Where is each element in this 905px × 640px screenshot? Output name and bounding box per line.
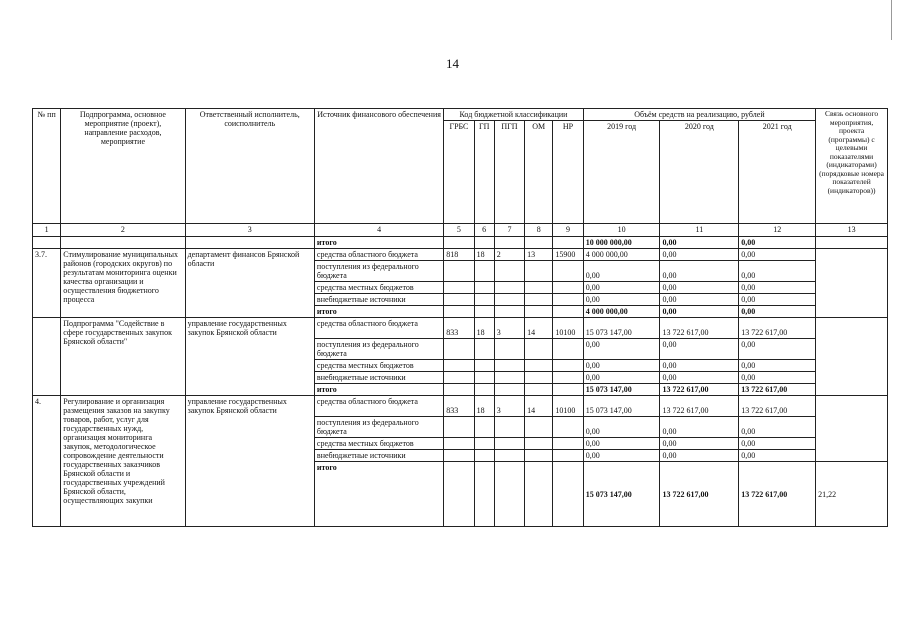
cell-2021: 0,00 bbox=[739, 372, 816, 384]
cell-gp: 18 bbox=[474, 318, 494, 339]
table-row bbox=[33, 396, 888, 417]
header-np: НР bbox=[553, 121, 583, 224]
subprogram-name: Подпрограмма "Содействие в сфере государственных закупок Брянской области" bbox=[61, 318, 185, 396]
cell-2020: 0,00 bbox=[660, 339, 739, 360]
header-volume: Объём средств на реализацию, рублей bbox=[583, 109, 815, 121]
cell-2019: 15 073 147,00 bbox=[583, 462, 660, 527]
cell-2020: 0,00 bbox=[660, 306, 739, 318]
cell-grbs: 818 bbox=[444, 249, 474, 261]
header-no: № пп bbox=[33, 109, 61, 224]
cell-2019: 15 073 147,00 bbox=[583, 384, 660, 396]
cell-om: 14 bbox=[525, 396, 553, 417]
total-label: итого bbox=[314, 306, 443, 318]
cell-2021: 0,00 bbox=[739, 249, 816, 261]
cell-pgp: 3 bbox=[494, 396, 524, 417]
cell-2020: 13 722 617,00 bbox=[660, 318, 739, 339]
cell-2020: 0,00 bbox=[660, 282, 739, 294]
page-number: 14 bbox=[446, 56, 459, 71]
cell-np: 10100 bbox=[553, 396, 583, 417]
cell-gp: 18 bbox=[474, 396, 494, 417]
cell-2019: 0,00 bbox=[583, 282, 660, 294]
cell-2021: 13 722 617,00 bbox=[739, 384, 816, 396]
source-label: средства областного бюджета bbox=[314, 396, 443, 417]
cell-2021: 0,00 bbox=[739, 450, 816, 462]
cell-2020: 0,00 bbox=[660, 237, 739, 249]
cell-2021: 0,00 bbox=[739, 306, 816, 318]
header-gp: ГП bbox=[474, 121, 494, 224]
cell-2019: 0,00 bbox=[583, 372, 660, 384]
header-2019: 2019 год bbox=[583, 121, 660, 224]
cell-2019: 0,00 bbox=[583, 294, 660, 306]
cell-2019: 0,00 bbox=[583, 438, 660, 450]
page-edge-line bbox=[891, 0, 892, 40]
cell-2019: 0,00 bbox=[583, 450, 660, 462]
col-num: 5 bbox=[444, 224, 474, 237]
cell-2021: 13 722 617,00 bbox=[739, 318, 816, 339]
cell-2021: 0,00 bbox=[739, 417, 816, 438]
cell-2019: 15 073 147,00 bbox=[583, 396, 660, 417]
source-label: поступления из федерального бюджета bbox=[314, 339, 443, 360]
header-link: Связь основного мероприятия, проекта (программы) с целевыми показателями (индикаторами) (порядковые номера показателей (индикаторов)) bbox=[816, 109, 888, 224]
executor-name: управление государственных закупок Брянской области bbox=[185, 396, 314, 527]
cell-om: 14 bbox=[525, 318, 553, 339]
header-grbs: ГРБС bbox=[444, 121, 474, 224]
cell-2020: 0,00 bbox=[660, 438, 739, 450]
col-num: 3 bbox=[185, 224, 314, 237]
cell-pgp: 3 bbox=[494, 318, 524, 339]
col-num: 11 bbox=[660, 224, 739, 237]
cell-2021: 0,00 bbox=[739, 360, 816, 372]
header-executor: Ответственный исполнитель, соисполнитель bbox=[185, 109, 314, 224]
cell-pgp: 2 bbox=[494, 249, 524, 261]
table-row bbox=[33, 237, 888, 249]
cell-2021: 0,00 bbox=[739, 282, 816, 294]
source-label: средства местных бюджетов bbox=[314, 282, 443, 294]
header-2021: 2021 год bbox=[739, 121, 816, 224]
col-num: 13 bbox=[816, 224, 888, 237]
executor-name: департамент финансов Брянской области bbox=[185, 249, 314, 318]
cell-2021: 13 722 617,00 bbox=[739, 462, 816, 527]
header-subprogram: Подпрограмма, основное мероприятие (проект), направление расходов, мероприятие bbox=[61, 109, 185, 224]
header-pgp: ПГП bbox=[494, 121, 524, 224]
total-label: итого bbox=[314, 237, 443, 249]
col-num: 9 bbox=[553, 224, 583, 237]
cell-2021: 0,00 bbox=[739, 261, 816, 282]
source-label: средства местных бюджетов bbox=[314, 438, 443, 450]
cell-2021: 0,00 bbox=[739, 237, 816, 249]
cell-grbs: 833 bbox=[444, 396, 474, 417]
cell-np: 10100 bbox=[553, 318, 583, 339]
cell-2021: 13 722 617,00 bbox=[739, 396, 816, 417]
cell-2021: 0,00 bbox=[739, 294, 816, 306]
cell-2019: 0,00 bbox=[583, 417, 660, 438]
cell-2020: 13 722 617,00 bbox=[660, 396, 739, 417]
header-source: Источник финансового обеспечения bbox=[314, 109, 443, 224]
row-number: 4. bbox=[33, 396, 61, 527]
cell-2020: 0,00 bbox=[660, 417, 739, 438]
col-num: 7 bbox=[494, 224, 524, 237]
cell-2020: 13 722 617,00 bbox=[660, 384, 739, 396]
col-num: 1 bbox=[33, 224, 61, 237]
source-label: поступления из федерального бюджета bbox=[314, 417, 443, 438]
cell-gp: 18 bbox=[474, 249, 494, 261]
cell-2019: 10 000 000,00 bbox=[583, 237, 660, 249]
header-om: ОМ bbox=[525, 121, 553, 224]
indicator-link: 21,22 bbox=[816, 462, 888, 527]
cell-2021: 0,00 bbox=[739, 438, 816, 450]
col-num: 2 bbox=[61, 224, 185, 237]
source-label: внебюджетные источники bbox=[314, 372, 443, 384]
cell-2020: 0,00 bbox=[660, 372, 739, 384]
cell-grbs: 833 bbox=[444, 318, 474, 339]
source-label: внебюджетные источники bbox=[314, 294, 443, 306]
header-2020: 2020 год bbox=[660, 121, 739, 224]
col-num: 4 bbox=[314, 224, 443, 237]
cell-2019: 0,00 bbox=[583, 261, 660, 282]
source-label: поступления из федерального бюджета bbox=[314, 261, 443, 282]
executor-name: управление государственных закупок Брянской области bbox=[185, 318, 314, 396]
cell-2021: 0,00 bbox=[739, 339, 816, 360]
cell-2020: 0,00 bbox=[660, 294, 739, 306]
table-row bbox=[33, 318, 888, 339]
col-num: 10 bbox=[583, 224, 660, 237]
col-num: 12 bbox=[739, 224, 816, 237]
activity-name: Регулирование и организация размещения заказов на закупку товаров, работ, услуг для государственных нужд, организация мониторинга закупок, методологическое сопровождение деятельности государственных заказчиков Брянской области и государственных учреждений Брянской области, осуществляющих закупки bbox=[61, 396, 185, 527]
column-number-row bbox=[33, 224, 888, 237]
total-label: итого bbox=[314, 384, 443, 396]
cell-2020: 0,00 bbox=[660, 450, 739, 462]
cell-2020: 0,00 bbox=[660, 360, 739, 372]
cell-2019: 0,00 bbox=[583, 339, 660, 360]
cell-np: 15900 bbox=[553, 249, 583, 261]
budget-table bbox=[32, 108, 888, 527]
row-number: 3.7. bbox=[33, 249, 61, 318]
col-num: 8 bbox=[525, 224, 553, 237]
cell-2020: 0,00 bbox=[660, 249, 739, 261]
source-label: средства областного бюджета bbox=[314, 249, 443, 261]
header-budget-code: Код бюджетной классификации bbox=[444, 109, 583, 121]
col-num: 6 bbox=[474, 224, 494, 237]
cell-2020: 13 722 617,00 bbox=[660, 462, 739, 527]
activity-name: Стимулирование муниципальных районов (городских округов) по результатам мониторинга оценки качества организации и осуществления бюджетного процесса bbox=[61, 249, 185, 318]
table-row bbox=[33, 249, 888, 261]
cell-2019: 4 000 000,00 bbox=[583, 249, 660, 261]
header-row-1 bbox=[33, 109, 888, 121]
total-label: итого bbox=[314, 462, 443, 527]
cell-2019: 4 000 000,00 bbox=[583, 306, 660, 318]
cell-om: 13 bbox=[525, 249, 553, 261]
cell-2019: 15 073 147,00 bbox=[583, 318, 660, 339]
source-label: внебюджетные источники bbox=[314, 450, 443, 462]
source-label: средства областного бюджета bbox=[314, 318, 443, 339]
cell-2019: 0,00 bbox=[583, 360, 660, 372]
source-label: средства местных бюджетов bbox=[314, 360, 443, 372]
cell-2020: 0,00 bbox=[660, 261, 739, 282]
